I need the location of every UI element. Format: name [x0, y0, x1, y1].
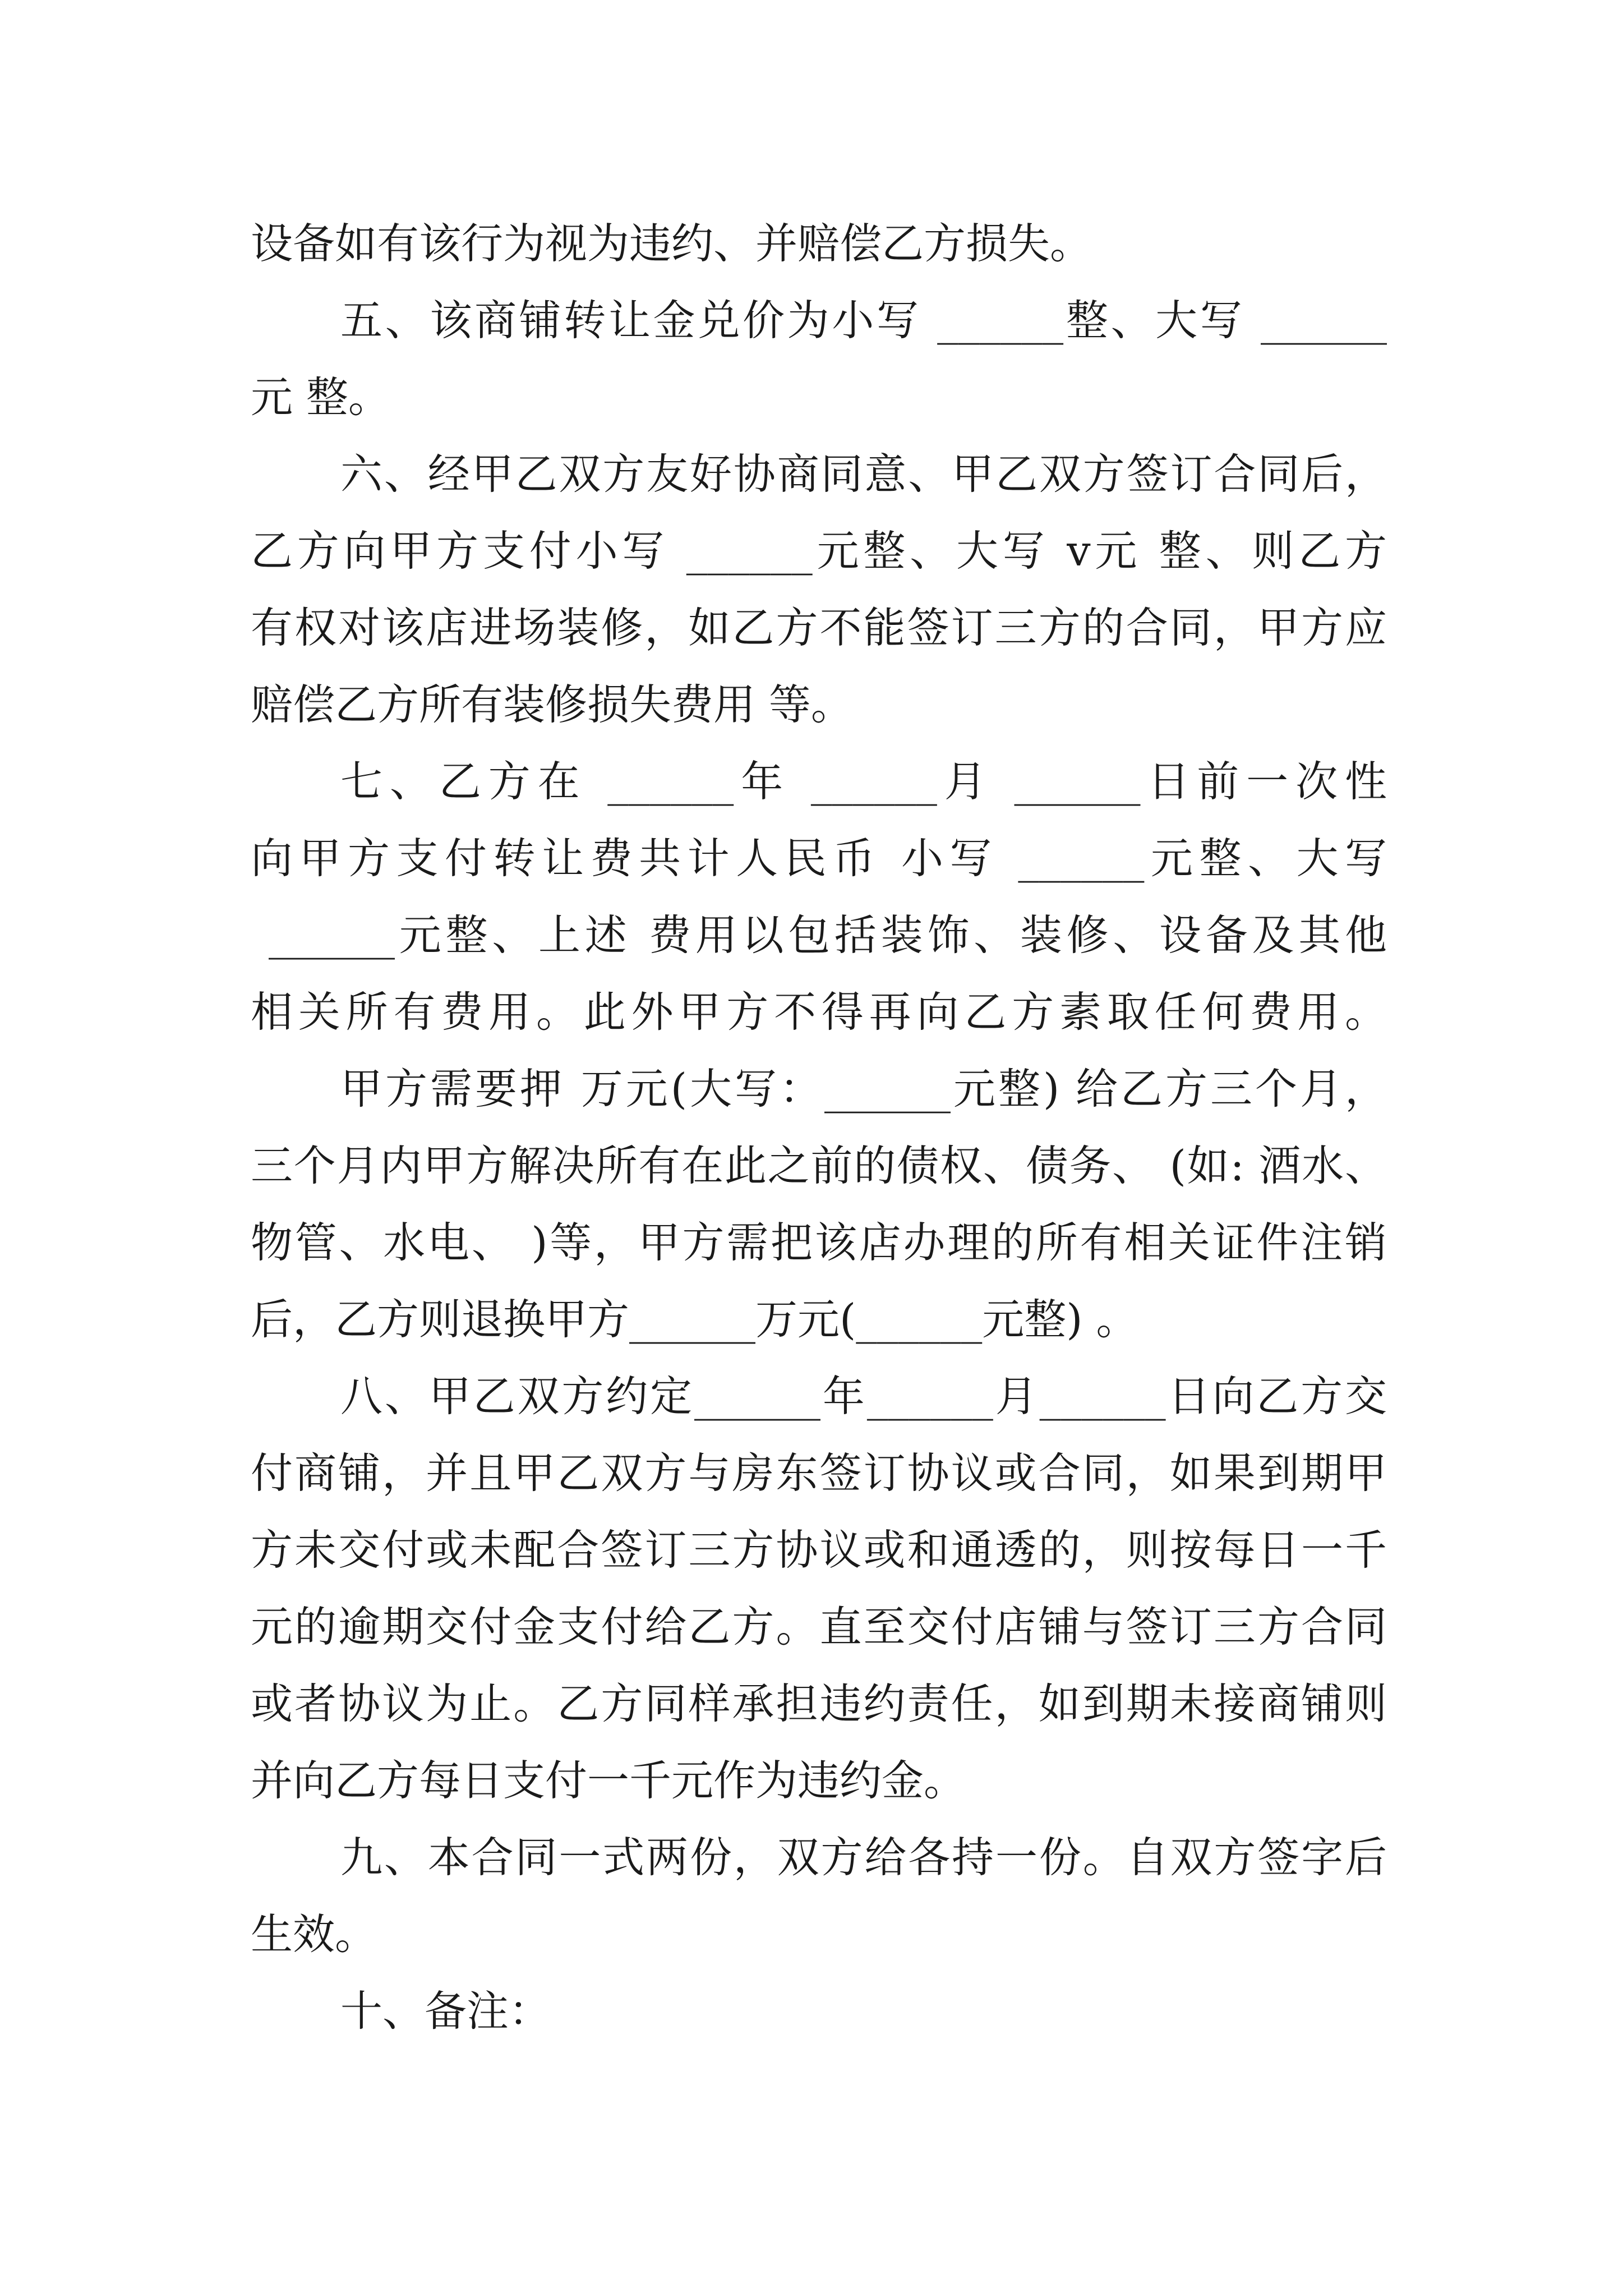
text-line: 向甲方支付转让费共计人民币 小写 ______元整、大写: [251, 834, 1387, 883]
clause-5-line: 五、该商铺转让金兑价为小写 ______整、大写 ______: [340, 296, 1387, 345]
text-line: 乙方向甲方支付小写 ______元整、大写 v元 整、则乙方: [251, 526, 1387, 576]
text-line: 并向乙方每日支付一千元作为违约金。: [251, 1756, 966, 1805]
text-line: 或者协议为止。乙方同样承担违约责任，如到期未接商铺则: [251, 1679, 1387, 1728]
clause-7-line: 七、乙方在 ______年 ______月 ______日前一次性: [340, 757, 1387, 806]
deposit-paragraph-line: 甲方需要押 万元(大写：______元整) 给乙方三个月，: [340, 1064, 1387, 1114]
text-line: 物管、水电、 )等，甲方需把该店办理的所有相关证件注销: [251, 1218, 1387, 1267]
text-line: ______元整、上述 费用以包括装饰、装修、设备及其他: [269, 910, 1387, 960]
clause-8-line: 八、甲乙双方约定______年______月______日向乙方交: [340, 1372, 1387, 1421]
text-line: 赔偿乙方所有装修损失费用 等。: [251, 680, 853, 729]
text-line: 生效。: [251, 1910, 377, 1959]
clause-10-remarks: 十、备注：: [340, 1986, 551, 2036]
text-line: 设备如有该行为视为违约、并赔偿乙方损失。: [251, 219, 1092, 268]
text-line: 三个月内甲方解决所有在此之前的债权、债务、 (如: 酒水、: [251, 1141, 1387, 1190]
clause-6-line: 六、经甲乙双方友好协商同意、甲乙双方签订合同后，: [340, 449, 1387, 499]
contract-body: [251, 205, 1387, 2050]
text-line: 后，乙方则退换甲方______万元(______元整) 。: [251, 1295, 1138, 1344]
text-line: 相关所有费用。此外甲方不得再向乙方素取任何费用。: [251, 987, 1387, 1037]
text-line: 元的逾期交付金支付给乙方。直至交付店铺与签订三方合同: [251, 1602, 1387, 1651]
text-line: 付商铺，并且甲乙双方与房东签订协议或合同，如果到期甲: [251, 1448, 1387, 1498]
clause-9-line: 九、本合同一式两份，双方给各持一份。自双方签字后: [340, 1833, 1387, 1882]
text-line: 元 整。: [251, 372, 390, 422]
text-line: 有权对该店进场装修，如乙方不能签订三方的合同，甲方应: [251, 603, 1387, 652]
text-line: 方未交付或未配合签订三方协议或和通透的，则按每日一千: [251, 1525, 1387, 1575]
